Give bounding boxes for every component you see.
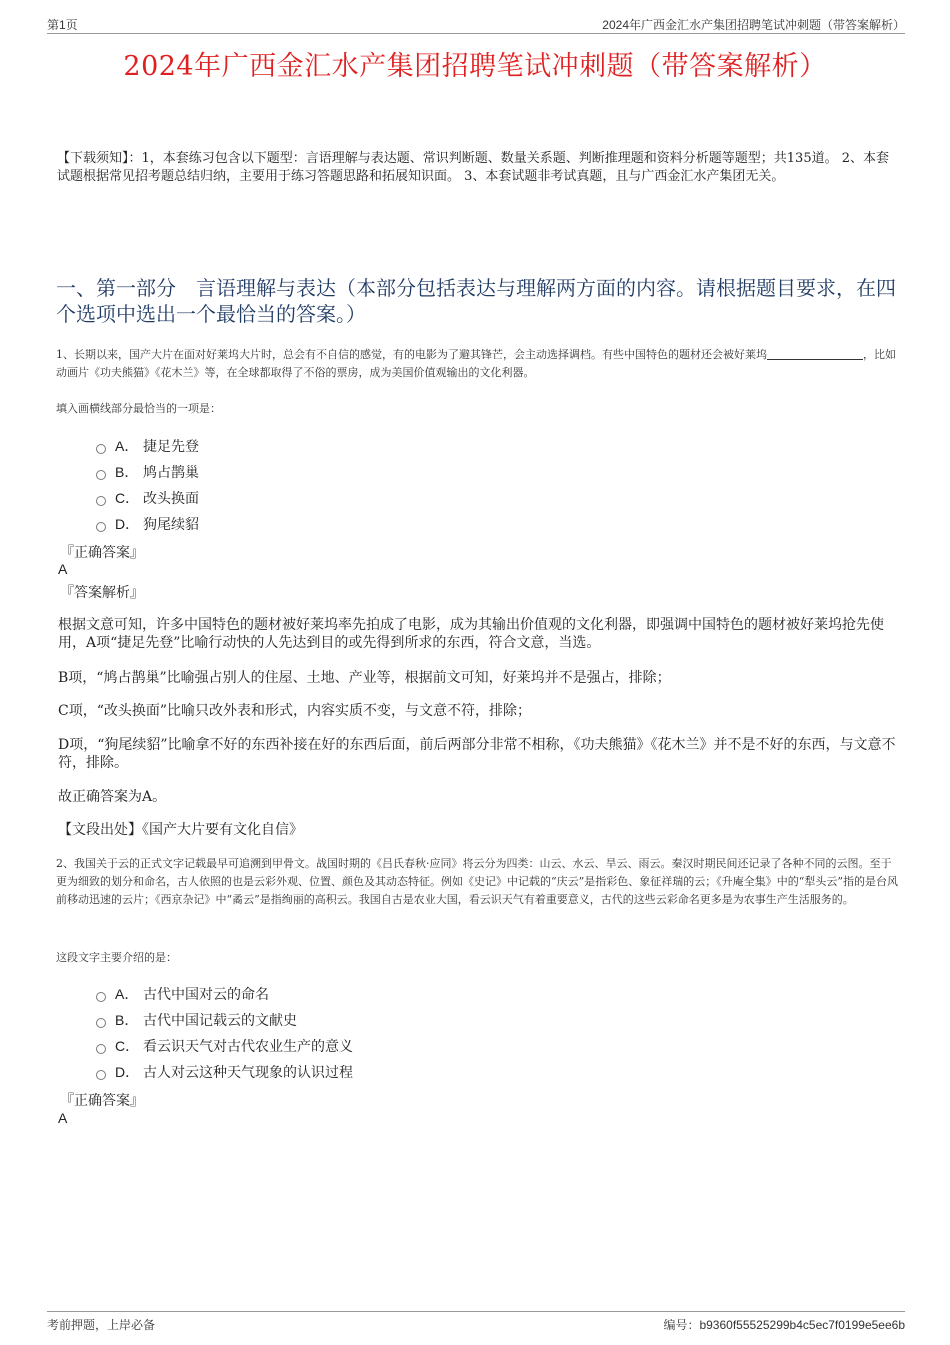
- radio-icon[interactable]: [96, 444, 106, 454]
- option-c[interactable]: C． 看云识天气对古代农业生产的意义: [96, 1033, 353, 1059]
- correct-answer-label: 『正确答案』: [60, 1093, 144, 1109]
- correct-answer: A: [58, 1110, 68, 1126]
- option-d[interactable]: D． 古人对云这种天气现象的认识过程: [96, 1059, 353, 1085]
- correct-answer: A: [58, 561, 68, 577]
- radio-icon[interactable]: [96, 1044, 106, 1054]
- analysis-paragraph: C项，“改头换面”比喻只改外表和形式，内容实质不变，与文意不符，排除；: [58, 703, 532, 719]
- question-2-options: [96, 981, 353, 1085]
- radio-icon[interactable]: [96, 992, 106, 1002]
- question-1-text: 1、长期以来，国产大片在面对好莱坞大片时，总会有不自信的感觉，有的电影为了避其锋芒，会主动选择调档。有些中国特色的题材还会被好莱坞 ，比如动画片《功夫熊猫》《花木兰》等，在全球都取得了不俗的票房，成为美国价值观输出的文化利器。: [56, 348, 896, 379]
- option-c[interactable]: C． 改头换面: [96, 485, 199, 511]
- page-footer: [47, 1311, 905, 1334]
- page-number: 第1页: [47, 18, 78, 32]
- option-d[interactable]: D． 狗尾续貂: [96, 511, 199, 537]
- section-heading: 一、第一部分 言语理解与表达（本部分包括表达与理解两方面的内容。请根据题目要求，在四个选项中选出一个最恰当的答案。）: [56, 276, 896, 326]
- radio-icon[interactable]: [96, 1070, 106, 1080]
- option-a[interactable]: A． 捷足先登: [96, 433, 199, 459]
- source-citation: 【文段出处】《国产大片要有文化自信》: [58, 822, 303, 838]
- option-b[interactable]: B． 古代中国记载云的文献史: [96, 1007, 353, 1033]
- radio-icon[interactable]: [96, 470, 106, 480]
- page-header: [47, 14, 905, 34]
- header-doc-title: 2024年广西金汇水产集团招聘笔试冲刺题（带答案解析）: [602, 18, 905, 32]
- analysis-paragraph: D项，“狗尾续貂”比喻拿不好的东西补接在好的东西后面，前后两部分非常不相称，《功夫熊猫》《花木兰》并不是不好的东西，与文意不符，排除。: [58, 737, 896, 771]
- download-notice: 【下载须知】：1，本套练习包含以下题型：言语理解与表达题、常识判断题、数量关系题、判断推理题和资料分析题等题型；共135道。 2、本套试题根据常见招考题总结归纳，主要用于练习答题思路和拓展知识面。 3、本套试题非考试真题，且与广西金汇水产集团无关。: [57, 151, 889, 184]
- question-2-prompt: 这段文字主要介绍的是：: [56, 951, 177, 964]
- analysis-paragraph: B项，“鸠占鹊巢”比喻强占别人的住屋、土地、产业等，根据前文可知，好莱坞并不是强占，排除；: [58, 670, 671, 686]
- question-1-prompt: 填入画横线部分最恰当的一项是：: [56, 402, 221, 415]
- analysis-conclusion: 故正确答案为A。: [58, 789, 167, 805]
- document-title: 2024年广西金汇水产集团招聘笔试冲刺题（带答案解析）: [123, 51, 827, 82]
- question-2-text: 2、我国关于云的正式文字记载最早可追溯到甲骨文。战国时期的《吕氏春秋·应同》将云分为四类：山云、水云、旱云、雨云。秦汉时期民间还记录了各种不同的云图。至于更为细致的划分和命名，古人依照的也是云彩外观、位置、颜色及其动态特征。例如《史记》中记载的“庆云”是指彩色、象征祥瑞的云；《升庵全集》中的“犁头云”指的是台风前移动迅速的云片；《西京杂记》中“矞云”是指绚丽的高积云。我国自古是农业大国，看云识天气有着重要意义，古代的这些云彩命名更多是为农事生产生活服务的。: [56, 857, 898, 906]
- document-id: 编号：b9360f55525299b4c5ec7f0199e5ee6b: [663, 1318, 905, 1332]
- blank-line: [767, 347, 863, 360]
- correct-answer-label: 『正确答案』: [60, 545, 144, 561]
- analysis-label: 『答案解析』: [60, 585, 144, 601]
- radio-icon[interactable]: [96, 496, 106, 506]
- footer-slogan: 考前押题，上岸必备: [47, 1318, 156, 1332]
- option-b[interactable]: B． 鸠占鹊巢: [96, 459, 199, 485]
- radio-icon[interactable]: [96, 522, 106, 532]
- analysis-paragraph: 根据文意可知，许多中国特色的题材被好莱坞率先拍成了电影，成为其输出价值观的文化利器，即强调中国特色的题材被好莱坞抢先使用，A项“捷足先登”比喻行动快的人先达到目的或先得到所求的东西，符合文意，当选。: [58, 617, 884, 651]
- radio-icon[interactable]: [96, 1018, 106, 1028]
- option-a[interactable]: A． 古代中国对云的命名: [96, 981, 353, 1007]
- question-1-options: [96, 433, 199, 537]
